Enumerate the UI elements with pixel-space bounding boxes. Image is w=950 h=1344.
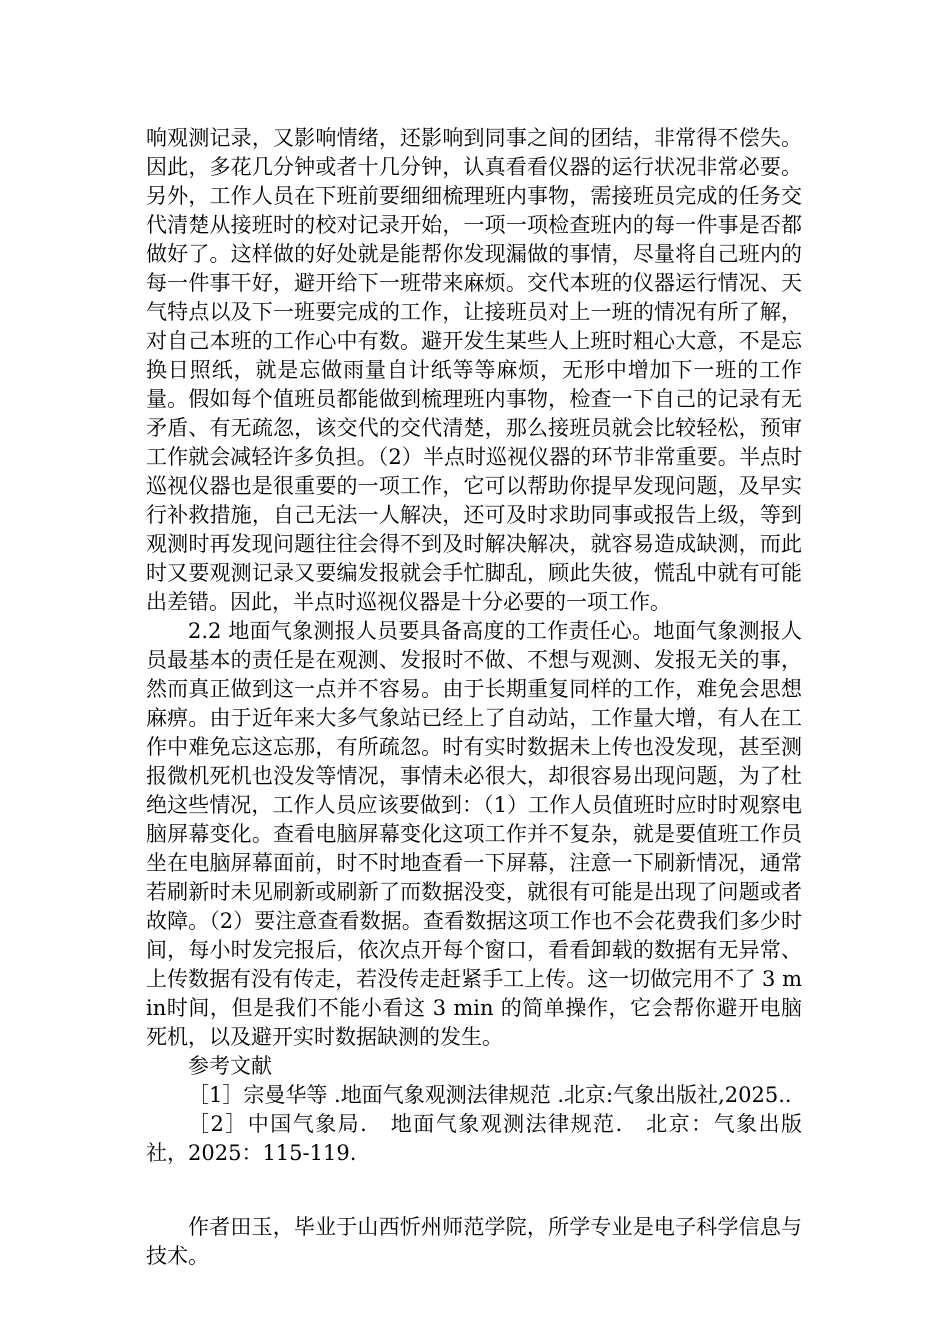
references-heading: 参考文献 [188,1054,272,1078]
reference-item: ［1］宗曼华等 .地面气象观测法律规范 .北京:气象出版社,2025.. [188,1083,792,1107]
body-paragraph: 响观测记录，又影响情绪，还影响到同事之间的团结，非常得不偿失。因此，多花几分钟或者十几分钟，认真看看仪器的运行状况非常必要。另外，工作人员在下班前要细细梳理班内事物，需接班员完成的任务交代清楚从接班时的校对记录开始，一项一项检查班内的每一件事是否都做好了。这样做的好处就是能帮你发现漏做的事情，尽量将自己班内的每一件事干好，避开给下一班带来麻烦。交代本班的仪器运行情况、天气特点以及下一班要完成的工作，让接班员对上一班的情况有所了解，对自己本班的工作心中有数。避开发生某些人上班时粗心大意，不是忘换日照纸，就是忘做雨量自计纸等等麻烦，无形中增加下一班的工作量。假如每个值班员都能做到梳理班内事物，检查一下自己的记录有无矛盾、有无疏忽，该交代的交代清楚，那么接班员就会比较轻松，预审工作就会减轻许多负担。（2）半点时巡视仪器的环节非常重要。半点时巡视仪器也是很重要的一项工作，它可以帮助你提早发现问题，及早实行补救措施，自己无法一人解决，还可及时求助同事或报告上级，等到观测时再发现问题往往会得不到及时解决解决，就容易造成缺测，而此时又要观测记录又要编发报就会手忙脚乱，顾此失彼，慌乱中就有可能出差错。因此，半点时巡视仪器是十分必要的一项工作。 [146,126,802,614]
author-note: 作者田玉，毕业于山西忻州师范学院，所学专业是电子科学信息与技术。 [146,1215,802,1268]
spacer [146,1168,802,1213]
reference-item: ［2］中国气象局. 地面气象观测法律规范. 北京：气象出版社，2025：115-119. [146,1112,802,1165]
document-page [146,124,802,1271]
section-2-2-paragraph: 2.2 地面气象测报人员要具备高度的工作责任心。地面气象测报人员最基本的责任是在观测、发报时不做、不想与观测、发报无关的事，然而真正做到这一点并不容易。由于长期重复同样的工作，难免会思想麻痹。由于近年来大多气象站已经上了自动站，工作量大增，有人在工作中难免忘这忘那，有所疏忽。时有实时数据未上传也没发现，甚至测报微机死机也没发等情况，事情未必很大，却很容易出现问题，为了杜绝这些情况，工作人员应该要做到：（1）工作人员值班时应时时观察电脑屏幕变化。查看电脑屏幕变化这项工作并不复杂，就是要值班工作员坐在电脑屏幕面前，时不时地查看一下屏幕，注意一下刷新情况，通常若刷新时未见刷新或刷新了而数据没变，就很有可能是出现了问题或者故障。（2）要注意查看数据。查看数据这项工作也不会花费我们多少时间，每小时发完报后，依次点开每个窗口，看看卸载的数据有无异常、上传数据有没有传走，若没传走赶紧手工上传。这一切做完用不了 3 min时间，但是我们不能小看这 3 min 的简单操作，它会帮你避开电脑死机，以及避开实时数据缺测的发生。 [146,619,802,1049]
